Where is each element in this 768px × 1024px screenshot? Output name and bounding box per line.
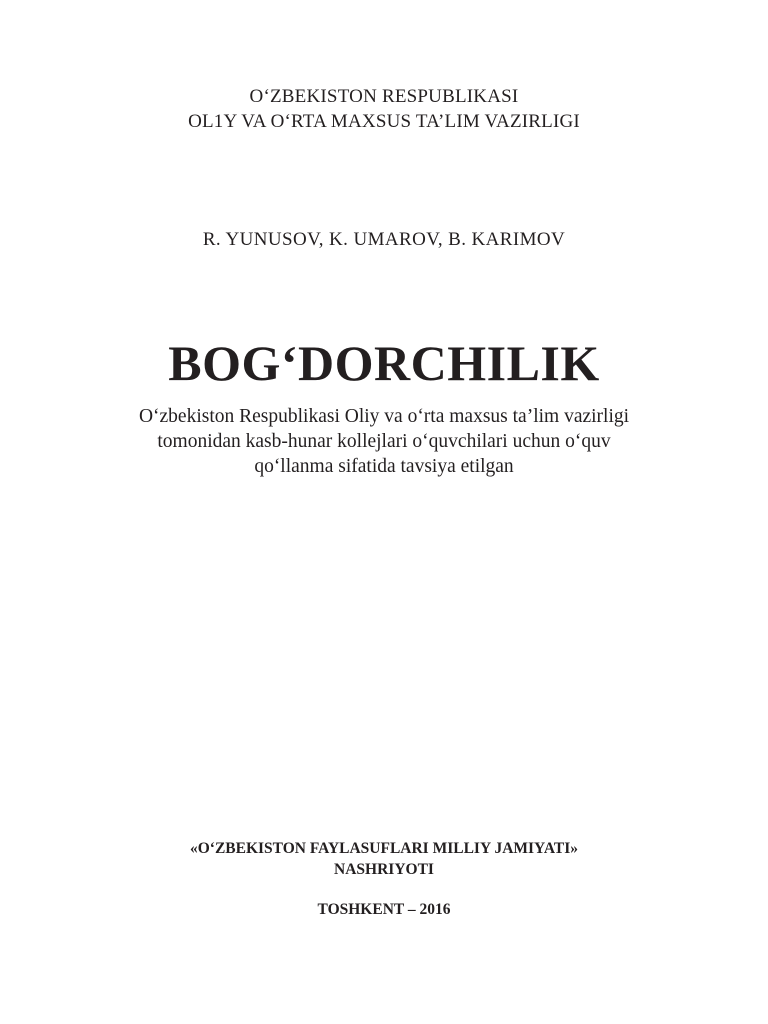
approval-line-3: qo‘llanma sifatida tavsiya etilgan — [254, 456, 514, 477]
imprint: TOSHKENT – 2016 — [317, 901, 451, 918]
ministry-line-1: O‘ZBEKISTON RESPUBLIKASI — [249, 86, 519, 107]
book-title: BOG‘DORCHILIK — [168, 335, 600, 391]
publisher-line-2: NASHRIYOTI — [334, 861, 434, 878]
publisher-line-1: «O‘ZBEKISTON FAYLASUFLARI MILLIY JAMIYATI» — [189, 840, 578, 857]
authors: R. YUNUSOV, K. UMAROV, B. KARIMOV — [202, 229, 566, 250]
ministry-line-2: OL1Y VA O‘RTA MAXSUS TA’LIM VAZIRLIGI — [188, 111, 580, 132]
approval-line-2: tomonidan kasb-hunar kollejlari o‘quvchilari uchun o‘quv — [157, 431, 611, 452]
approval-line-1: O‘zbekiston Respublikasi Oliy va o‘rta maxsus ta’lim vazirligi — [138, 406, 630, 427]
